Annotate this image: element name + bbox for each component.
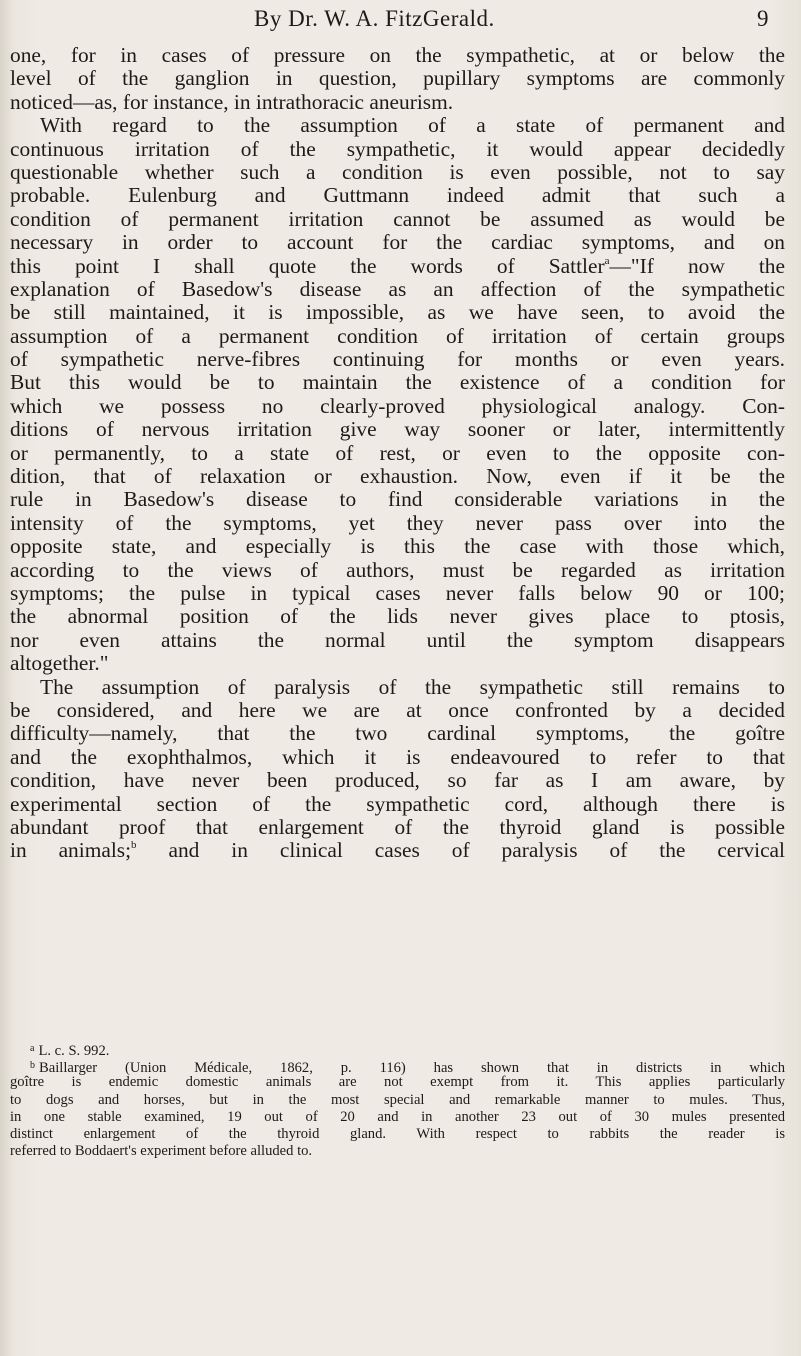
text-line: condition, have never been produced, so far as I am aware, by xyxy=(10,768,785,793)
text-line: intensity of the symptoms, yet they never pass over into the xyxy=(10,510,785,535)
text-fragment: and in clinical cases of paralysis of the cervical xyxy=(168,838,785,863)
text-line: questionable whether such a condition is even possible, not to say xyxy=(10,159,785,184)
text-line: ditions of nervous irritation give way sooner or later, intermittently xyxy=(10,417,785,442)
text-line: nor even attains the normal until the symptom disappears xyxy=(10,627,785,652)
text-line-with-ref xyxy=(10,255,785,278)
page-number: 9 xyxy=(757,6,769,31)
text-line: With regard to the assumption of a state of permanent and xyxy=(40,113,785,138)
text-fragment: this point I shall quote the words of Sattler xyxy=(10,253,605,278)
text-line: necessary in order to account for the cardiac symptoms, and on xyxy=(10,230,785,255)
footnote-text: L. c. S. 992. xyxy=(38,1043,110,1059)
text-line: altogether." xyxy=(10,651,109,676)
footnotes xyxy=(10,1040,785,1160)
text-line: explanation of Basedow's disease as an affection of the sympathetic xyxy=(10,276,785,301)
text-line: or permanently, to a state of rest, or even to the opposite con- xyxy=(10,440,785,465)
text-line: abundant proof that enlargement of the thyroid gland is possible xyxy=(10,814,785,839)
text-line: according to the views of authors, must be regarded as irritation xyxy=(10,557,785,582)
footnote-line: goître is endemic domestic animals are not exempt from it. This applies particularly xyxy=(10,1074,785,1091)
text-line: experimental section of the sympathetic cord, although there is xyxy=(10,791,785,816)
page-header xyxy=(0,4,801,38)
text-line: noticed—as, for instance, in intrathoracic aneurism. xyxy=(10,89,454,114)
footnote-marker-b: b xyxy=(30,1060,35,1072)
text-line: continuous irritation of the sympathetic, it would appear decidedly xyxy=(10,136,785,161)
text-line: be considered, and here we are at once confronted by a decided xyxy=(10,697,785,722)
body-text xyxy=(10,44,785,863)
text-line: difficulty—namely, that the two cardinal symptoms, the goître xyxy=(10,721,785,746)
text-line: rule in Basedow's disease to find considerable variations in the xyxy=(10,487,785,512)
text-fragment: in animals; xyxy=(10,838,132,863)
text-line: But this would be to maintain the existence of a condition for xyxy=(10,370,785,395)
text-line: and the exophthalmos, which it is endeavoured to refer to that xyxy=(10,744,785,769)
text-fragment: —"If now the xyxy=(609,253,785,278)
text-line: assumption of a permanent condition of irritation of certain groups xyxy=(10,323,785,348)
footnote-text: Baillarger (Union Médicale, 1862, p. 116) has shown that in districts in which xyxy=(39,1060,785,1077)
text-line: probable. Eulenburg and Guttmann indeed admit that such a xyxy=(10,183,785,208)
footnote-line: referred to Boddaert's experiment before alluded to. xyxy=(10,1143,313,1160)
text-line: symptoms; the pulse in typical cases never falls below 90 or 100; xyxy=(10,580,785,605)
footnote-line: distinct enlargement of the thyroid gland. With respect to rabbits the reader is xyxy=(10,1125,785,1142)
footnote-marker-a: a xyxy=(30,1043,35,1054)
text-line-with-ref xyxy=(10,839,785,862)
text-line: condition of permanent irritation cannot be assumed as would be xyxy=(10,206,785,231)
text-line: be still maintained, it is impossible, as we have seen, to avoid the xyxy=(10,300,785,325)
footnote-line: to dogs and horses, but in the most special and remarkable manner to mules. Thus, xyxy=(10,1091,785,1108)
footnote-a xyxy=(10,1040,785,1057)
footnote-ref-b: b xyxy=(131,839,137,852)
footnote-ref-a: a xyxy=(604,254,610,267)
footnote-b xyxy=(10,1057,785,1077)
footnote-line: in one stable examined, 19 out of 20 and in another 23 out of 30 mules presented xyxy=(10,1108,785,1125)
running-head: By Dr. W. A. FitzGerald. xyxy=(254,6,495,31)
text-line: one, for in cases of pressure on the sympathetic, at or below the xyxy=(10,43,785,67)
text-line: opposite state, and especially is this the case with those which, xyxy=(10,534,785,559)
text-line: The assumption of paralysis of the sympathetic still remains to xyxy=(40,674,785,699)
text-line: level of the ganglion in question, pupillary symptoms are commonly xyxy=(10,66,785,91)
text-line: dition, that of relaxation or exhaustion. Now, even if it be the xyxy=(10,464,785,489)
text-line: which we possess no clearly-proved physiological analogy. Con- xyxy=(10,393,785,418)
text-line: of sympathetic nerve-fibres continuing for months or even years. xyxy=(10,347,785,372)
text-line: the abnormal position of the lids never gives place to ptosis, xyxy=(10,604,785,629)
